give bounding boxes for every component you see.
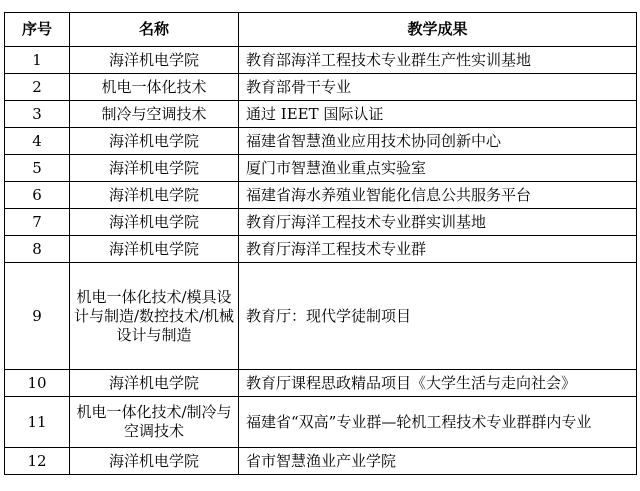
row-index: 1 [5, 47, 70, 74]
row-name: 机电一体化技术 [70, 74, 239, 101]
row-result: 教育厅海洋工程技术专业群 [239, 236, 637, 263]
table-row [5, 182, 637, 209]
table-row [5, 370, 637, 397]
table-header-row [5, 13, 637, 47]
header-name: 名称 [70, 13, 239, 47]
row-result: 厦门市智慧渔业重点实验室 [239, 155, 637, 182]
row-result: 教育部海洋工程技术专业群生产性实训基地 [239, 47, 637, 74]
achievements-table-container [4, 12, 637, 475]
table-row [5, 128, 637, 155]
row-name: 海洋机电学院 [70, 47, 239, 74]
row-index: 10 [5, 370, 70, 397]
row-name: 海洋机电学院 [70, 236, 239, 263]
table-row [5, 101, 637, 128]
row-index: 2 [5, 74, 70, 101]
row-index: 12 [5, 448, 70, 475]
row-result: 教育厅海洋工程技术专业群实训基地 [239, 209, 637, 236]
row-result: 福建省“双高”专业群—轮机工程技术专业群群内专业 [239, 397, 637, 448]
row-index: 8 [5, 236, 70, 263]
row-result: 通过 IEET 国际认证 [239, 101, 637, 128]
row-index: 3 [5, 101, 70, 128]
table-row [5, 448, 637, 475]
row-name: 海洋机电学院 [70, 370, 239, 397]
table-row [5, 397, 637, 448]
row-name: 海洋机电学院 [70, 182, 239, 209]
table-row [5, 47, 637, 74]
row-index: 4 [5, 128, 70, 155]
row-name: 海洋机电学院 [70, 155, 239, 182]
header-index: 序号 [5, 13, 70, 47]
row-result: 教育厅：现代学徒制项目 [239, 263, 637, 370]
achievements-table [4, 12, 637, 475]
row-index: 9 [5, 263, 70, 370]
row-result: 教育厅课程思政精品项目《大学生活与走向社会》 [239, 370, 637, 397]
table-row [5, 209, 637, 236]
row-result: 教育部骨干专业 [239, 74, 637, 101]
table-row [5, 236, 637, 263]
row-name: 机电一体化技术/制冷与空调技术 [70, 397, 239, 448]
table-row [5, 74, 637, 101]
row-index: 7 [5, 209, 70, 236]
table-row [5, 263, 637, 370]
row-index: 6 [5, 182, 70, 209]
row-name: 制冷与空调技术 [70, 101, 239, 128]
row-result: 福建省智慧渔业应用技术协同创新中心 [239, 128, 637, 155]
row-index: 5 [5, 155, 70, 182]
row-name: 海洋机电学院 [70, 128, 239, 155]
row-result: 福建省海水养殖业智能化信息公共服务平台 [239, 182, 637, 209]
row-name: 机电一体化技术/模具设计与制造/数控技术/机械设计与制造 [70, 263, 239, 370]
row-index: 11 [5, 397, 70, 448]
row-result: 省市智慧渔业产业学院 [239, 448, 637, 475]
row-name: 海洋机电学院 [70, 209, 239, 236]
row-name: 海洋机电学院 [70, 448, 239, 475]
table-row [5, 155, 637, 182]
header-result: 教学成果 [239, 13, 637, 47]
